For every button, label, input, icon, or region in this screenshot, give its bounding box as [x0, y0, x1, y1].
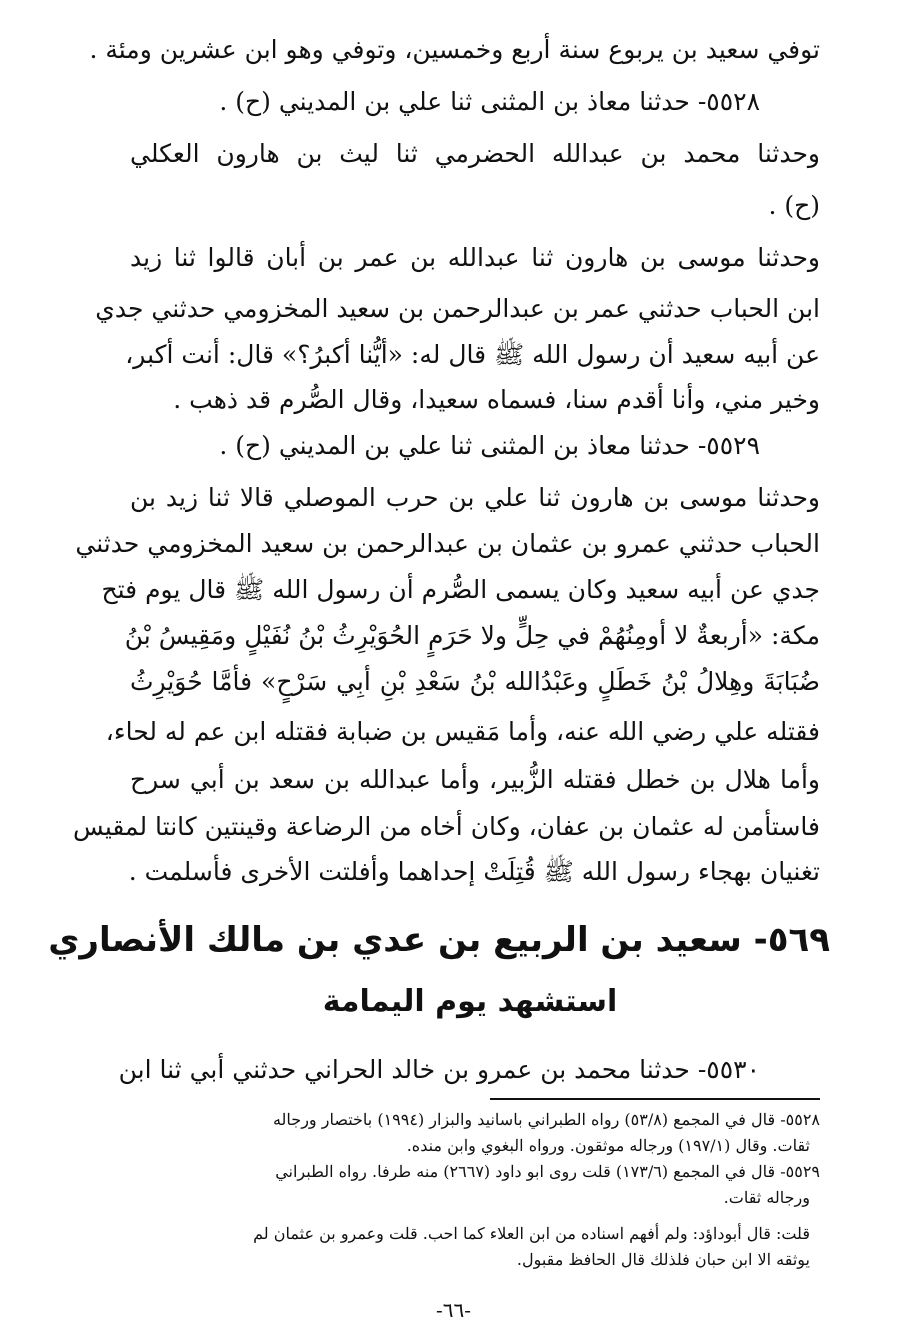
body-line: مكة: «أربعةٌ لا أومِنُهُمْ في حِلٍّ ولا حَرَمٍ الحُوَيْرِثُ بْنُ نُفَيْلٍ ومَقِيسُ بْنُ — [124, 621, 820, 650]
body-line: فاستأمن له عثمان بن عفان، وكان أخاه من الرضاعة وقينتين كانتا لمقيس — [72, 812, 820, 841]
body-line: فقتله علي رضي الله عنه، وأما مَقيس بن ضبابة فقتله ابن عم له لحاء، — [105, 717, 820, 746]
body-line: تغنيان بهجاء رسول الله ﷺ قُتِلَتْ إحداهما وأفلتت الأخرى فأسلمت . — [128, 857, 820, 886]
body-line: جدي عن أبيه سعيد وكان يسمى الصُّرم أن رسول الله ﷺ قال يوم فتح — [101, 575, 820, 604]
footnote-line: ٥٥٢٩- قال في المجمع (١٧٣/٦) قلت روى ابو داود (٢٦٦٧) منه طرفا. رواه الطبراني — [275, 1162, 820, 1181]
body-line: (ح) . — [768, 191, 820, 220]
body-line: ابن الحباب حدثني عمر بن عبدالرحمن بن سعيد المخزومي حدثني جدي — [95, 294, 820, 323]
body-line: وخير مني، وأنا أقدم سنا، فسماه سعيدا، وقال الصُّرم قد ذهب . — [173, 385, 820, 414]
footnote-line: يوثقه الا ابن حبان فلذلك قال الحافظ مقبول. — [516, 1250, 810, 1269]
section-heading: ٥٦٩- سعيد بن الربيع بن عدي بن مالك الأنصاري — [48, 920, 830, 960]
page-number: -٦٦- — [435, 1298, 471, 1322]
section-subheading: استشهد يوم اليمامة — [322, 984, 618, 1019]
body-line: توفي سعيد بن يربوع سنة أربع وخمسين، وتوفي وهو ابن عشرين ومئة . — [89, 35, 820, 64]
body-line: ضُبَابَةَ وهِلالُ بْنُ خَطَلٍ وعَبْدُالله بْنُ سَعْدِ بْنِ أبِي سَرْحٍ» فأمَّا حُوَيْرِثُ — [130, 667, 820, 696]
footnote-separator — [490, 1098, 820, 1100]
body-line: وأما هلال بن خطل فقتله الزُّبير، وأما عبدالله بن سعد بن أبي سرح — [130, 765, 820, 794]
hadith-5529-start: ٥٥٢٩- حدثنا معاذ بن المثنى ثنا علي بن المديني (ح) . — [219, 431, 760, 460]
footnote-line: ٥٥٢٨- قال في المجمع (٥٣/٨) رواه الطبراني باسانيد والبزار (١٩٩٤) باختصار ورجاله — [272, 1110, 820, 1129]
body-line: الحباب حدثني عمرو بن عثمان بن عبدالرحمن بن سعيد المخزومي حدثني — [75, 529, 820, 558]
footnote-line: ثقات. وقال (١٩٧/١) ورجاله موثقون. ورواه البغوي وابن منده. — [406, 1136, 810, 1155]
body-line: وحدثنا موسى بن هارون ثنا علي بن حرب الموصلي قالا ثنا زيد بن — [130, 483, 820, 512]
body-line: عن أبيه سعيد أن رسول الله ﷺ قال له: «أيُّنا أكبرُ؟» قال: أنت أكبر، — [125, 340, 820, 369]
footnote-line: ورجاله ثقات. — [723, 1188, 810, 1207]
footnote-line: قلت: قال أبوداؤد: ولم أفهم اسناده من ابن العلاء كما احب. قلت وعمرو بن عثمان لم — [253, 1224, 810, 1243]
hadith-5530-start: ٥٥٣٠- حدثنا محمد بن عمرو بن خالد الحراني حدثني أبي ثنا ابن — [118, 1055, 760, 1084]
body-line: وحدثنا موسى بن هارون ثنا عبدالله بن عمر بن أبان قالوا ثنا زيد — [130, 243, 820, 272]
body-line: وحدثنا محمد بن عبدالله الحضرمي ثنا ليث بن هارون العكلي — [130, 139, 820, 168]
hadith-5528-start: ٥٥٢٨- حدثنا معاذ بن المثنى ثنا علي بن المديني (ح) . — [219, 87, 760, 116]
